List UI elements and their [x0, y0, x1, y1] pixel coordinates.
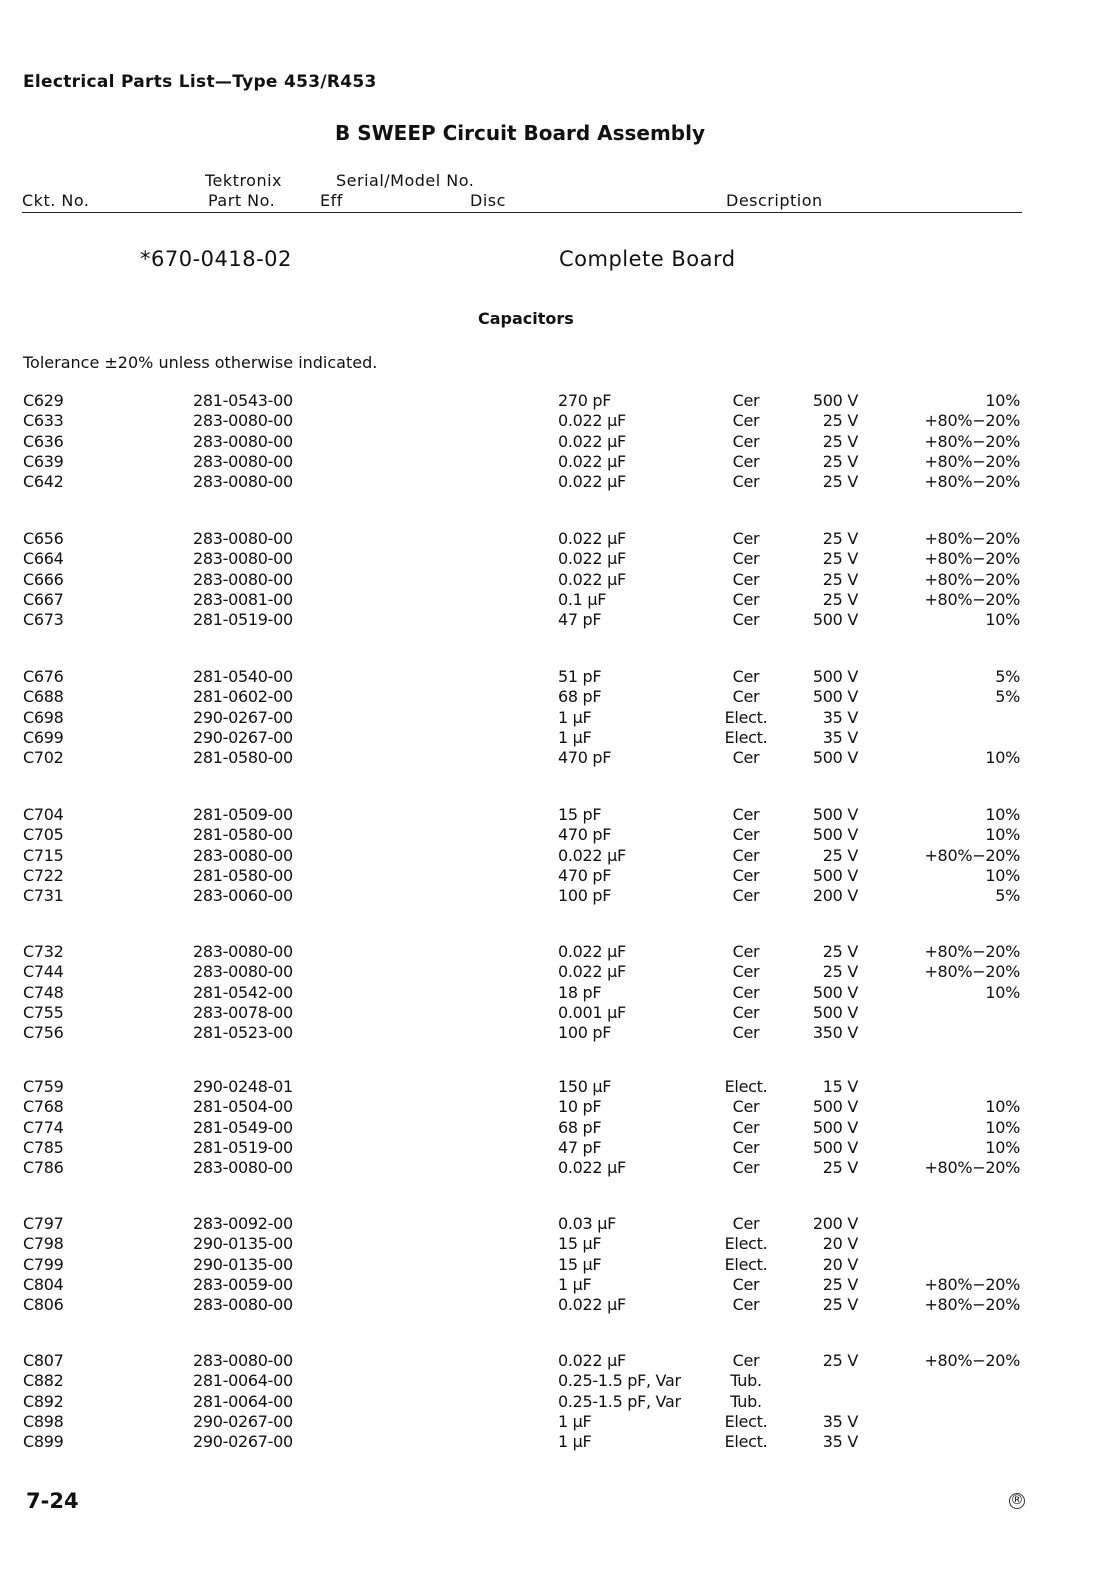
cell-value: 0.022 μF [558, 431, 626, 451]
cell-ckt-number: C698 [23, 707, 64, 727]
cell-tolerance: 10% [985, 805, 1020, 824]
table-row [0, 1351, 1108, 1371]
table-row [0, 962, 1108, 982]
registered-mark: ® [1010, 1493, 1024, 1508]
cell-part-number: 283-0080-00 [193, 529, 293, 548]
cell-voltage-rating: 25 V [822, 411, 858, 431]
cell-part-number: 283-0080-00 [193, 962, 293, 982]
board-part-number: *670-0418-02 [140, 247, 292, 271]
cell-tolerance: +80%−20% [924, 451, 1020, 471]
cell-part-number: 281-0064-00 [193, 1391, 293, 1411]
cell-part-number: 283-0080-00 [193, 569, 293, 589]
cell-ckt-number: C774 [23, 1117, 64, 1137]
cell-value: 1 μF [558, 727, 592, 747]
cell-tolerance: +80%−20% [924, 549, 1020, 569]
board-description: Complete Board [559, 247, 736, 271]
cell-part-number: 281-0602-00 [193, 687, 293, 707]
cell-ckt-number: C704 [23, 805, 64, 824]
cell-ckt-number: C667 [23, 589, 64, 609]
table-row [0, 1412, 1108, 1432]
cell-voltage-rating: 25 V [822, 1351, 858, 1370]
cell-dielectric-type: Cer [732, 411, 760, 431]
cell-tolerance: +80%−20% [924, 845, 1020, 865]
cell-tolerance: +80%−20% [924, 942, 1020, 961]
col-header-part: Part No. [208, 191, 276, 210]
table-row [0, 590, 1108, 610]
table-row [0, 805, 1108, 825]
cell-voltage-rating: 200 V [812, 1214, 858, 1233]
cell-value: 0.022 μF [558, 411, 626, 431]
cell-tolerance: +80%−20% [924, 1158, 1020, 1178]
cell-part-number: 283-0080-00 [193, 549, 293, 569]
cell-tolerance: 10% [985, 982, 1020, 1002]
cell-ckt-number: C768 [23, 1097, 64, 1117]
table-row [0, 1234, 1108, 1254]
cell-ckt-number: C748 [23, 982, 64, 1002]
table-row [0, 1214, 1108, 1234]
cell-dielectric-type: Cer [732, 687, 760, 707]
cell-tolerance: +80%−20% [924, 431, 1020, 451]
cell-voltage-rating: 25 V [822, 1158, 858, 1178]
cell-part-number: 281-0519-00 [193, 1137, 293, 1157]
cell-dielectric-type: Cer [732, 549, 760, 569]
table-row [0, 728, 1108, 748]
cell-value: 15 μF [558, 1234, 602, 1254]
cell-ckt-number: C797 [23, 1214, 64, 1233]
cell-value: 0.022 μF [558, 1351, 626, 1370]
table-row [0, 1138, 1108, 1158]
cell-value: 0.022 μF [558, 1295, 626, 1315]
cell-tolerance: 5% [995, 687, 1020, 707]
cell-ckt-number: C756 [23, 1023, 64, 1043]
cell-voltage-rating: 500 V [812, 1137, 858, 1157]
cell-part-number: 281-0509-00 [193, 805, 293, 824]
cell-ckt-number: C664 [23, 549, 64, 569]
cell-ckt-number: C715 [23, 845, 64, 865]
cell-voltage-rating: 35 V [822, 707, 858, 727]
table-row [0, 1003, 1108, 1023]
cell-ckt-number: C759 [23, 1077, 64, 1096]
cell-value: 0.03 μF [558, 1214, 616, 1233]
cell-value: 0.022 μF [558, 845, 626, 865]
cell-dielectric-type: Cer [732, 1158, 760, 1178]
cell-value: 150 μF [558, 1077, 612, 1096]
table-row [0, 472, 1108, 492]
cell-dielectric-type: Cer [732, 569, 760, 589]
cell-ckt-number: C731 [23, 886, 64, 906]
cell-tolerance: +80%−20% [924, 962, 1020, 982]
cell-part-number: 281-0549-00 [193, 1117, 293, 1137]
cell-part-number: 281-0580-00 [193, 865, 293, 885]
cell-dielectric-type: Cer [732, 1274, 760, 1294]
cell-ckt-number: C899 [23, 1432, 64, 1452]
cell-ckt-number: C786 [23, 1158, 64, 1178]
cell-part-number: 281-0580-00 [193, 748, 293, 768]
cell-ckt-number: C898 [23, 1411, 64, 1431]
cell-part-number: 281-0540-00 [193, 667, 293, 686]
cell-dielectric-type: Elect. [724, 1432, 768, 1452]
table-row [0, 570, 1108, 590]
cell-voltage-rating: 25 V [822, 962, 858, 982]
cell-dielectric-type: Cer [732, 825, 760, 845]
cell-tolerance: 5% [995, 886, 1020, 906]
cell-part-number: 290-0135-00 [193, 1234, 293, 1254]
table-row [0, 391, 1108, 411]
cell-part-number: 290-0267-00 [193, 1411, 293, 1431]
cell-value: 0.022 μF [558, 549, 626, 569]
cell-ckt-number: C882 [23, 1371, 64, 1391]
table-row [0, 983, 1108, 1003]
cell-part-number: 281-0523-00 [193, 1023, 293, 1043]
cell-tolerance: +80%−20% [924, 529, 1020, 548]
cell-voltage-rating: 25 V [822, 529, 858, 548]
cell-value: 0.022 μF [558, 962, 626, 982]
table-row [0, 1392, 1108, 1412]
cell-voltage-rating: 25 V [822, 569, 858, 589]
table-row [0, 886, 1108, 906]
cell-ckt-number: C799 [23, 1254, 64, 1274]
cell-part-number: 290-0248-01 [193, 1077, 293, 1096]
cell-dielectric-type: Cer [732, 529, 760, 548]
section-title: Capacitors [478, 309, 574, 328]
cell-dielectric-type: Cer [732, 391, 760, 410]
cell-dielectric-type: Cer [732, 1351, 760, 1370]
cell-tolerance: 10% [985, 1117, 1020, 1137]
cell-dielectric-type: Cer [732, 1117, 760, 1137]
cell-value: 15 pF [558, 805, 602, 824]
cell-part-number: 290-0267-00 [193, 1432, 293, 1452]
cell-voltage-rating: 25 V [822, 942, 858, 961]
cell-ckt-number: C722 [23, 865, 64, 885]
cell-part-number: 290-0267-00 [193, 707, 293, 727]
cell-part-number: 281-0519-00 [193, 610, 293, 630]
cell-value: 68 pF [558, 687, 602, 707]
cell-voltage-rating: 25 V [822, 549, 858, 569]
cell-value: 0.022 μF [558, 472, 626, 492]
cell-ckt-number: C892 [23, 1391, 64, 1411]
cell-part-number: 281-0580-00 [193, 825, 293, 845]
table-row [0, 866, 1108, 886]
cell-dielectric-type: Cer [732, 845, 760, 865]
table-row [0, 748, 1108, 768]
tolerance-note: Tolerance ±20% unless otherwise indicated. [23, 353, 378, 372]
cell-voltage-rating: 500 V [812, 1117, 858, 1137]
col-header-description: Description [726, 191, 823, 210]
cell-value: 0.022 μF [558, 451, 626, 471]
cell-value: 1 μF [558, 1432, 592, 1452]
cell-tolerance: +80%−20% [924, 589, 1020, 609]
cell-dielectric-type: Cer [732, 1214, 760, 1233]
cell-voltage-rating: 500 V [812, 748, 858, 768]
cell-part-number: 290-0135-00 [193, 1254, 293, 1274]
cell-dielectric-type: Elect. [724, 727, 768, 747]
col-header-disc: Disc [470, 191, 506, 210]
cell-dielectric-type: Cer [732, 886, 760, 906]
cell-part-number: 283-0080-00 [193, 942, 293, 961]
table-row [0, 1158, 1108, 1178]
table-row [0, 1118, 1108, 1138]
table-row [0, 452, 1108, 472]
cell-dielectric-type: Cer [732, 472, 760, 492]
cell-ckt-number: C807 [23, 1351, 64, 1370]
cell-value: 0.1 μF [558, 589, 607, 609]
cell-voltage-rating: 35 V [822, 1432, 858, 1452]
cell-ckt-number: C629 [23, 391, 64, 410]
cell-dielectric-type: Elect. [724, 1254, 768, 1274]
cell-dielectric-type: Cer [732, 1002, 760, 1022]
cell-voltage-rating: 500 V [812, 610, 858, 630]
cell-ckt-number: C639 [23, 451, 64, 471]
cell-ckt-number: C785 [23, 1137, 64, 1157]
cell-ckt-number: C676 [23, 667, 64, 686]
col-header-serial: Serial/Model No. [336, 171, 475, 190]
cell-voltage-rating: 500 V [812, 1097, 858, 1117]
cell-part-number: 283-0080-00 [193, 845, 293, 865]
cell-voltage-rating: 15 V [822, 1077, 858, 1096]
header-rule [22, 212, 1022, 213]
table-row [0, 1023, 1108, 1043]
table-row [0, 942, 1108, 962]
cell-tolerance: 10% [985, 865, 1020, 885]
cell-ckt-number: C688 [23, 687, 64, 707]
cell-tolerance: 10% [985, 1137, 1020, 1157]
table-row [0, 667, 1108, 687]
cell-voltage-rating: 25 V [822, 431, 858, 451]
table-row [0, 1255, 1108, 1275]
cell-dielectric-type: Elect. [724, 1234, 768, 1254]
assembly-title: B SWEEP Circuit Board Assembly [334, 121, 705, 145]
table-row [0, 549, 1108, 569]
table-row [0, 411, 1108, 431]
cell-value: 470 pF [558, 825, 612, 845]
cell-dielectric-type: Cer [732, 1295, 760, 1315]
cell-value: 47 pF [558, 1137, 602, 1157]
cell-ckt-number: C804 [23, 1274, 64, 1294]
cell-ckt-number: C702 [23, 748, 64, 768]
cell-voltage-rating: 35 V [822, 727, 858, 747]
cell-voltage-rating: 25 V [822, 1295, 858, 1315]
cell-dielectric-type: Cer [732, 1097, 760, 1117]
cell-tolerance: +80%−20% [924, 569, 1020, 589]
cell-part-number: 283-0059-00 [193, 1274, 293, 1294]
cell-tolerance: +80%−20% [924, 1274, 1020, 1294]
cell-voltage-rating: 500 V [812, 1002, 858, 1022]
cell-tolerance: 10% [985, 610, 1020, 630]
cell-value: 15 μF [558, 1254, 602, 1274]
table-row [0, 825, 1108, 845]
cell-part-number: 283-0081-00 [193, 589, 293, 609]
cell-part-number: 283-0092-00 [193, 1214, 293, 1233]
cell-voltage-rating: 500 V [812, 865, 858, 885]
cell-voltage-rating: 500 V [812, 982, 858, 1002]
cell-voltage-rating: 25 V [822, 1274, 858, 1294]
cell-voltage-rating: 500 V [812, 391, 858, 410]
cell-tolerance: +80%−20% [924, 1351, 1020, 1370]
cell-dielectric-type: Cer [732, 1137, 760, 1157]
cell-ckt-number: C732 [23, 942, 64, 961]
table-row [0, 1097, 1108, 1117]
cell-value: 68 pF [558, 1117, 602, 1137]
cell-ckt-number: C755 [23, 1002, 64, 1022]
cell-dielectric-type: Cer [732, 451, 760, 471]
cell-ckt-number: C656 [23, 529, 64, 548]
table-row [0, 846, 1108, 866]
cell-tolerance: 10% [985, 825, 1020, 845]
cell-part-number: 283-0080-00 [193, 472, 293, 492]
cell-ckt-number: C705 [23, 825, 64, 845]
cell-value: 470 pF [558, 865, 612, 885]
cell-voltage-rating: 35 V [822, 1411, 858, 1431]
cell-part-number: 283-0080-00 [193, 1158, 293, 1178]
cell-value: 0.022 μF [558, 1158, 626, 1178]
cell-ckt-number: C798 [23, 1234, 64, 1254]
cell-value: 100 pF [558, 1023, 612, 1043]
cell-tolerance: 10% [985, 391, 1020, 410]
cell-dielectric-type: Cer [732, 431, 760, 451]
table-row [0, 1295, 1108, 1315]
table-row [0, 610, 1108, 630]
cell-ckt-number: C699 [23, 727, 64, 747]
cell-value: 0.022 μF [558, 529, 626, 548]
cell-ckt-number: C633 [23, 411, 64, 431]
cell-value: 1 μF [558, 707, 592, 727]
cell-part-number: 283-0080-00 [193, 1351, 293, 1370]
cell-voltage-rating: 200 V [812, 886, 858, 906]
cell-part-number: 283-0080-00 [193, 1295, 293, 1315]
cell-value: 0.25-1.5 pF, Var [558, 1391, 681, 1411]
cell-dielectric-type: Cer [732, 610, 760, 630]
cell-tolerance: +80%−20% [924, 472, 1020, 492]
cell-value: 0.022 μF [558, 569, 626, 589]
cell-part-number: 283-0080-00 [193, 411, 293, 431]
cell-part-number: 283-0080-00 [193, 451, 293, 471]
cell-ckt-number: C636 [23, 431, 64, 451]
cell-value: 10 pF [558, 1097, 602, 1117]
cell-value: 18 pF [558, 982, 602, 1002]
table-row [0, 1077, 1108, 1097]
cell-ckt-number: C673 [23, 610, 64, 630]
cell-voltage-rating: 500 V [812, 825, 858, 845]
cell-ckt-number: C744 [23, 962, 64, 982]
cell-value: 470 pF [558, 748, 612, 768]
table-row [0, 687, 1108, 707]
cell-voltage-rating: 20 V [822, 1254, 858, 1274]
cell-tolerance: 10% [985, 748, 1020, 768]
table-row [0, 1432, 1108, 1452]
cell-value: 270 pF [558, 391, 612, 410]
cell-part-number: 283-0078-00 [193, 1002, 293, 1022]
cell-value: 1 μF [558, 1411, 592, 1431]
cell-ckt-number: C666 [23, 569, 64, 589]
cell-ckt-number: C806 [23, 1295, 64, 1315]
col-header-tektronix: Tektronix [205, 171, 283, 190]
cell-part-number: 283-0080-00 [193, 431, 293, 451]
cell-value: 0.25-1.5 pF, Var [558, 1371, 681, 1391]
cell-dielectric-type: Elect. [724, 707, 768, 727]
cell-voltage-rating: 20 V [822, 1234, 858, 1254]
cell-tolerance: 5% [995, 667, 1020, 686]
table-row [0, 432, 1108, 452]
page-header-title: Electrical Parts List—Type 453/R453 [23, 72, 377, 92]
cell-dielectric-type: Elect. [724, 1411, 768, 1431]
cell-value: 100 pF [558, 886, 612, 906]
cell-voltage-rating: 350 V [812, 1023, 858, 1043]
cell-tolerance: +80%−20% [924, 1295, 1020, 1315]
cell-tolerance: +80%−20% [924, 411, 1020, 431]
col-header-eff: Eff [320, 191, 343, 210]
cell-tolerance: 10% [985, 1097, 1020, 1117]
cell-dielectric-type: Cer [732, 589, 760, 609]
cell-dielectric-type: Cer [732, 1023, 760, 1043]
cell-voltage-rating: 500 V [812, 667, 858, 686]
cell-ckt-number: C642 [23, 472, 64, 492]
cell-dielectric-type: Tub. [730, 1391, 762, 1411]
cell-part-number: 281-0504-00 [193, 1097, 293, 1117]
cell-dielectric-type: Cer [732, 748, 760, 768]
cell-dielectric-type: Cer [732, 962, 760, 982]
cell-value: 51 pF [558, 667, 602, 686]
table-row [0, 1371, 1108, 1391]
cell-voltage-rating: 500 V [812, 687, 858, 707]
cell-part-number: 281-0542-00 [193, 982, 293, 1002]
cell-value: 1 μF [558, 1274, 592, 1294]
cell-dielectric-type: Cer [732, 982, 760, 1002]
cell-part-number: 283-0060-00 [193, 886, 293, 906]
table-row [0, 1275, 1108, 1295]
cell-voltage-rating: 25 V [822, 845, 858, 865]
cell-dielectric-type: Elect. [724, 1077, 768, 1096]
cell-voltage-rating: 25 V [822, 451, 858, 471]
cell-value: 47 pF [558, 610, 602, 630]
cell-dielectric-type: Cer [732, 667, 760, 686]
cell-part-number: 281-0543-00 [193, 391, 293, 410]
cell-voltage-rating: 25 V [822, 472, 858, 492]
col-header-ckt: Ckt. No. [22, 191, 90, 210]
cell-part-number: 290-0267-00 [193, 727, 293, 747]
cell-voltage-rating: 25 V [822, 589, 858, 609]
cell-part-number: 281-0064-00 [193, 1371, 293, 1391]
cell-dielectric-type: Cer [732, 942, 760, 961]
cell-value: 0.022 μF [558, 942, 626, 961]
cell-dielectric-type: Tub. [730, 1371, 762, 1391]
page-number: 7-24 [26, 1489, 79, 1513]
cell-dielectric-type: Cer [732, 805, 760, 824]
cell-value: 0.001 μF [558, 1002, 626, 1022]
table-row [0, 529, 1108, 549]
table-row [0, 708, 1108, 728]
cell-dielectric-type: Cer [732, 865, 760, 885]
cell-voltage-rating: 500 V [812, 805, 858, 824]
